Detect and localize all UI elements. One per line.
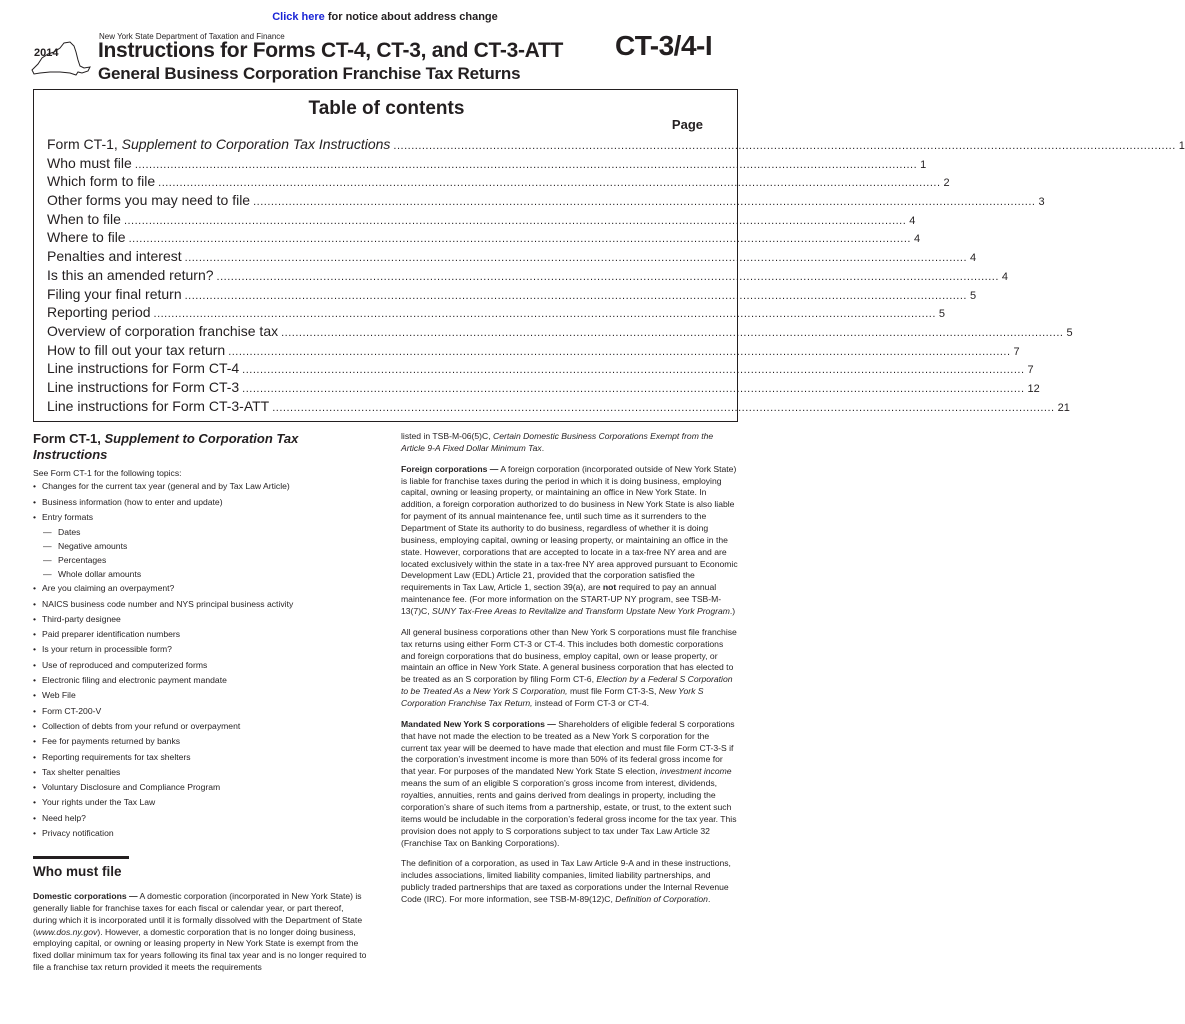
new-york-state-outline-icon bbox=[30, 40, 92, 78]
toc-entry-text: Overview of corporation franchise tax bbox=[47, 322, 279, 339]
toc-entry-page: 2 bbox=[943, 177, 950, 190]
domestic-text1: A domestic corporation (incorporated in New York State) is generally liable for franchise taxes for each fiscal or calendar year, or part thereof, during which it is incorporated until it is formally dissolved with the Department of State ( bbox=[33, 890, 363, 937]
topic-item bbox=[33, 797, 368, 812]
toc-page-header: Page bbox=[671, 117, 703, 132]
domestic-lead: Domestic corporations — bbox=[33, 890, 138, 901]
toc-entry[interactable] bbox=[47, 285, 977, 305]
toc-leader-dots: ............................................................................................................................................................................................................................ bbox=[242, 364, 1025, 377]
topic-item bbox=[33, 752, 368, 767]
address-notice bbox=[0, 11, 770, 23]
toc-leader-dots: ............................................................................................................................................................................................................................ bbox=[281, 326, 1064, 339]
toc-entry-text: Line instructions for Form CT-3-ATT bbox=[47, 397, 270, 414]
topic-item bbox=[33, 644, 368, 659]
subtopic-dash: — bbox=[43, 569, 52, 580]
topic-item bbox=[33, 690, 368, 705]
foreign-text3: .) bbox=[729, 606, 736, 617]
dos-url: www.dos.ny.gov bbox=[35, 926, 98, 937]
toc-entry[interactable] bbox=[47, 154, 927, 174]
mandated-italic: investment income bbox=[659, 766, 732, 777]
topic-item bbox=[33, 599, 368, 614]
toc-entry-label bbox=[47, 155, 132, 171]
toc-leader-dots: ............................................................................................................................................................................................................................ bbox=[242, 382, 1025, 395]
toc-entry-label bbox=[47, 286, 182, 302]
topic-text: Paid preparer identification numbers bbox=[42, 629, 181, 640]
toc-entry-text: Is this an amended return? bbox=[47, 266, 214, 283]
topic-text: Your rights under the Tax Law bbox=[42, 797, 156, 808]
mandated-lead: Mandated New York S corporations — bbox=[401, 718, 556, 729]
toc-entry-page: 4 bbox=[913, 233, 921, 246]
topic-text: Use of reproduced and computerized forms bbox=[42, 659, 208, 670]
topic-text: Are you claiming an overpayment? bbox=[42, 583, 175, 594]
toc-entry-label bbox=[47, 379, 239, 395]
toc-entry-text: Form CT-1, bbox=[47, 136, 122, 152]
topic-item bbox=[33, 721, 368, 736]
who-must-file-heading: Who must file bbox=[33, 856, 129, 882]
toc-entry-label bbox=[47, 360, 239, 376]
foreign-lead: Foreign corporations — bbox=[401, 463, 499, 474]
topic-text: Electronic filing and electronic payment mandate bbox=[42, 675, 227, 686]
toc-entry-page: 4 bbox=[970, 252, 977, 265]
topic-text: Is your return in processible form? bbox=[42, 644, 172, 655]
toc-entry[interactable] bbox=[47, 210, 916, 230]
tax-year: 2014 bbox=[34, 47, 59, 59]
topic-item bbox=[33, 583, 368, 598]
foreign-italic: SUNY Tax-Free Areas to Revitalize and Transform Upstate New York Program bbox=[432, 606, 730, 617]
topic-item bbox=[33, 828, 368, 843]
topic-text: Dates bbox=[58, 527, 81, 538]
toc-entry[interactable] bbox=[47, 136, 1185, 155]
toc-title: Table of contents bbox=[308, 98, 465, 119]
toc-entry-text: Line instructions for Form CT-3 bbox=[47, 378, 240, 395]
toc-entry[interactable] bbox=[47, 192, 1045, 211]
topic-item bbox=[33, 512, 368, 527]
toc-entry[interactable] bbox=[47, 173, 950, 192]
topic-item bbox=[33, 767, 368, 782]
topic-text: Third-party designee bbox=[42, 613, 121, 624]
subtopic-item bbox=[33, 555, 368, 569]
toc-entry-page: 7 bbox=[1027, 364, 1034, 377]
topic-item bbox=[33, 782, 368, 797]
general-text3: instead of Form CT-3 or CT-4. bbox=[532, 698, 650, 709]
toc-entry-label bbox=[47, 173, 155, 189]
toc-entry[interactable] bbox=[47, 360, 1034, 379]
topic-text: Tax shelter penalties bbox=[42, 766, 121, 777]
topic-item bbox=[33, 497, 368, 512]
foreign-text2: required to pay an annual maintenance fee. (For more information on the START-UP NY program, see TSB-M-13(7)C, bbox=[401, 582, 722, 617]
see-topics-text: See Form CT-1 for the following topics: bbox=[33, 467, 182, 478]
toc-entry-page: 12 bbox=[1027, 382, 1040, 395]
toc-entry-page: 5 bbox=[1066, 326, 1073, 339]
topic-text: Voluntary Disclosure and Compliance Program bbox=[42, 782, 221, 793]
toc-leader-dots: ............................................................................................................................................................................................................................ bbox=[153, 308, 936, 321]
toc-entry-text: Penalties and interest bbox=[47, 248, 182, 265]
topic-text: Fee for payments returned by banks bbox=[42, 736, 181, 747]
topic-item bbox=[33, 675, 368, 690]
subtopic-item bbox=[33, 569, 368, 583]
definition-text1: The definition of a corporation, as used in Tax Law Article 9-A and in these instructions, includes associations, limited liability companies, limited liability partnerships, and publicly traded partnerships that are taxed as corporations under the Internal Revenue Code (IRC). For more information, see TSB-M-89(12)C, bbox=[401, 858, 731, 904]
toc-entry-page: 1 bbox=[1178, 140, 1185, 152]
topic-item bbox=[33, 813, 368, 828]
heading-italic: Supplement to Corporation Tax Instructions bbox=[33, 431, 299, 463]
document-subtitle: General Business Corporation Franchise Tax Returns bbox=[98, 64, 521, 83]
toc-entry-label bbox=[47, 248, 182, 264]
topic-text: Changes for the current tax year (general and by Tax Law Article) bbox=[42, 481, 290, 492]
cont-italic: Certain Domestic Business Corporations Exempt from the Article 9-A Fixed Dollar Minimum Tax bbox=[401, 431, 714, 453]
subtopic-dash: — bbox=[43, 541, 52, 552]
toc-entry[interactable] bbox=[47, 229, 921, 248]
definition-text2: . bbox=[707, 893, 711, 904]
subtopic-item bbox=[33, 527, 368, 541]
click-here-link[interactable]: Click here bbox=[272, 11, 325, 23]
topic-text: Negative amounts bbox=[58, 541, 128, 552]
toc-entry-page: 7 bbox=[1013, 345, 1020, 358]
document-title: Instructions for Forms CT-4, CT-3, and CT-3-ATT bbox=[98, 39, 564, 62]
topic-item bbox=[33, 706, 368, 721]
topic-item bbox=[33, 629, 368, 644]
topic-text: Reporting requirements for tax shelters bbox=[42, 751, 191, 762]
subtopic-dash: — bbox=[43, 555, 52, 566]
topic-text: Business information (how to enter and update) bbox=[42, 496, 223, 507]
mandated-s-corporations-paragraph bbox=[401, 719, 738, 849]
foreign-text1: A foreign corporation (incorporated outside of New York State) is liable for franchise taxes during the period in which it is doing business, employing capital, owning or leasing property, or maintaining an office in New York State. In addition, a foreign corporation authorized to do business in New York State is also liable for payment of its annual maintenance fee, until such time as it surrenders to the Department of State its authority to do business, regardless of whether it is doing business, employing capital, owning or leasing property, or maintaining an office in the state. However, corporations that are accepted to locate in a tax-free NY area and are located exclusively within the state in a tax-free NY area approved pursuant to Economic Development Law (EDL) Article 21, provided that the corporation satisfied the requirements in Tax Law, Article 1, section 39(a), are bbox=[401, 463, 738, 593]
toc-leader-dots: ............................................................................................................................................................................................................................ bbox=[158, 177, 941, 190]
left-column bbox=[33, 431, 368, 974]
toc-entry-page: 4 bbox=[1001, 270, 1009, 283]
toc-entry[interactable] bbox=[47, 397, 1070, 417]
table-of-contents bbox=[33, 89, 1185, 422]
topic-item bbox=[33, 736, 368, 751]
toc-leader-dots: ............................................................................................................................................................................................................................ bbox=[134, 158, 918, 171]
department-name: New York State Department of Taxation and Finance bbox=[99, 32, 285, 41]
toc-entry-label bbox=[47, 229, 126, 245]
toc-entry-label bbox=[47, 136, 390, 152]
mandated-text1: Shareholders of eligible federal S corporations that have not made the election to be treated as a New York S corporation for the current tax year will be deemed to have made that election and must file Form CT-3-S if the corporation’s investment income is more than 50% of its federal gross income for that year. For purposes of the mandated New York State S election, bbox=[401, 718, 735, 777]
toc-entry-label bbox=[47, 323, 278, 339]
toc-leader-dots: ............................................................................................................................................................................................................................ bbox=[228, 345, 1011, 358]
toc-entry[interactable] bbox=[47, 304, 945, 323]
toc-entry-text: How to fill out your tax return bbox=[47, 341, 226, 358]
toc-entry-text: Where to file bbox=[47, 229, 126, 246]
toc-entry-label bbox=[47, 398, 269, 414]
toc-entry-page: 5 bbox=[938, 308, 945, 321]
toc-list bbox=[47, 136, 1185, 416]
toc-entry-page: 21 bbox=[1057, 401, 1070, 414]
toc-entry-text: Filing your final return bbox=[47, 285, 182, 302]
topic-text: Collection of debts from your refund or overpayment bbox=[42, 720, 241, 731]
definition-italic: Definition of Corporation bbox=[615, 893, 708, 904]
toc-entry[interactable] bbox=[47, 378, 1040, 398]
form-ct1-heading bbox=[33, 431, 368, 464]
toc-leader-dots: ............................................................................................................................................................................................................................ bbox=[393, 140, 1176, 152]
topic-text: Percentages bbox=[58, 555, 107, 566]
toc-entry-page: 4 bbox=[909, 214, 916, 227]
topic-text: Need help? bbox=[42, 812, 86, 823]
general-italic1: Election by a Federal S Corporation to be Treated As a New York S Corporation, bbox=[401, 674, 733, 697]
form-id: CT-3/4-I bbox=[615, 30, 713, 61]
toc-entry-label bbox=[47, 342, 225, 358]
general-text2: must file Form CT-3-S, bbox=[567, 686, 659, 697]
toc-entry[interactable] bbox=[47, 341, 1020, 361]
heading-plain: Form CT-1, bbox=[33, 431, 105, 446]
cont-end: . bbox=[541, 442, 545, 453]
notice-text: for notice about address change bbox=[324, 11, 498, 23]
foreign-corporations-paragraph bbox=[401, 464, 738, 618]
toc-entry-text: Which form to file bbox=[47, 173, 156, 190]
topic-text: Whole dollar amounts bbox=[58, 569, 142, 580]
toc-leader-dots: ............................................................................................................................................................................................................................ bbox=[184, 252, 967, 265]
topic-item bbox=[33, 481, 368, 496]
subtopic-item bbox=[33, 541, 368, 555]
topic-text: NAICS business code number and NYS principal business activity bbox=[42, 598, 294, 609]
toc-entry-text: Who must file bbox=[47, 154, 132, 171]
topic-text: Privacy notification bbox=[42, 828, 114, 838]
topic-text: Web File bbox=[42, 690, 76, 701]
cont-text: listed in TSB-M-06(5)C, bbox=[401, 431, 494, 441]
general-text1: All general business corporations other than New York S corporations must file franchise tax returns using either Form CT-3 or CT-4. This includes both domestic corporations and foreign corporations that do business, employ capital, own or lease property, or maintain an office in New York State. A general business corporation that has elected to be treated as an S corporation by filing Form CT-6, bbox=[401, 626, 737, 685]
toc-entry-text: Other forms you may need to file bbox=[47, 192, 251, 209]
general-business-paragraph bbox=[401, 627, 738, 710]
toc-entry-text: Reporting period bbox=[47, 304, 151, 321]
toc-leader-dots: ............................................................................................................................................................................................................................ bbox=[123, 214, 907, 227]
toc-entry[interactable] bbox=[47, 248, 977, 267]
general-italic2: New York S Corporation Franchise Tax Return, bbox=[401, 686, 704, 709]
toc-entry-page: 5 bbox=[969, 289, 977, 302]
toc-entry-italic: Supplement to Corporation Tax Instructions bbox=[121, 136, 391, 152]
toc-leader-dots: ............................................................................................................................................................................................................................ bbox=[216, 270, 999, 283]
topics-list bbox=[33, 481, 368, 843]
definition-paragraph bbox=[401, 858, 738, 905]
toc-entry-label bbox=[47, 304, 151, 320]
subtopic-dash: — bbox=[43, 527, 52, 538]
toc-entry-label bbox=[47, 211, 121, 227]
domestic-corporations-paragraph bbox=[33, 891, 368, 974]
topic-text: Form CT-200-V bbox=[42, 705, 102, 716]
toc-entry-label bbox=[47, 267, 214, 283]
toc-leader-dots: ............................................................................................................................................................................................................................ bbox=[272, 401, 1055, 414]
toc-leader-dots: ............................................................................................................................................................................................................................ bbox=[253, 196, 1036, 209]
toc-leader-dots: ............................................................................................................................................................................................................................ bbox=[128, 233, 911, 246]
domestic-text2: ). However, a domestic corporation that is no longer doing business, employing capital, or owning or leasing property in New York State is exempt from the fixed dollar minimum tax for years following its final tax year and is no longer required to file a franchise tax return provided it meets the requirements bbox=[33, 926, 367, 973]
continued-paragraph bbox=[401, 431, 738, 455]
foreign-not: not bbox=[602, 582, 617, 593]
toc-entry[interactable] bbox=[47, 266, 1009, 286]
topic-item bbox=[33, 660, 368, 675]
toc-leader-dots: ............................................................................................................................................................................................................................ bbox=[184, 289, 967, 302]
toc-entry-text: Line instructions for Form CT-4 bbox=[47, 360, 240, 377]
right-column bbox=[401, 431, 738, 906]
toc-entry-page: 3 bbox=[1038, 196, 1045, 209]
mandated-text2: means the sum of an eligible S corporation’s gross income from interest, dividends, royalties, annuities, rents and gains derived from dealings in property, including the corporation’s share of such items from a partnership, estate, or trust, to the extent such items would be includable in the corporation’s federal gross income for the tax year. This provision does not apply to S corporations subject to tax under Tax Law Article 32 (Franchise Tax on Banking Corporations). bbox=[401, 778, 737, 848]
toc-entry-page: 1 bbox=[920, 158, 927, 171]
topic-item bbox=[33, 614, 368, 629]
topic-text: Entry formats bbox=[42, 511, 94, 522]
toc-entry-text: When to file bbox=[47, 210, 121, 227]
toc-entry[interactable] bbox=[47, 322, 1073, 342]
toc-entry-label bbox=[47, 192, 250, 208]
